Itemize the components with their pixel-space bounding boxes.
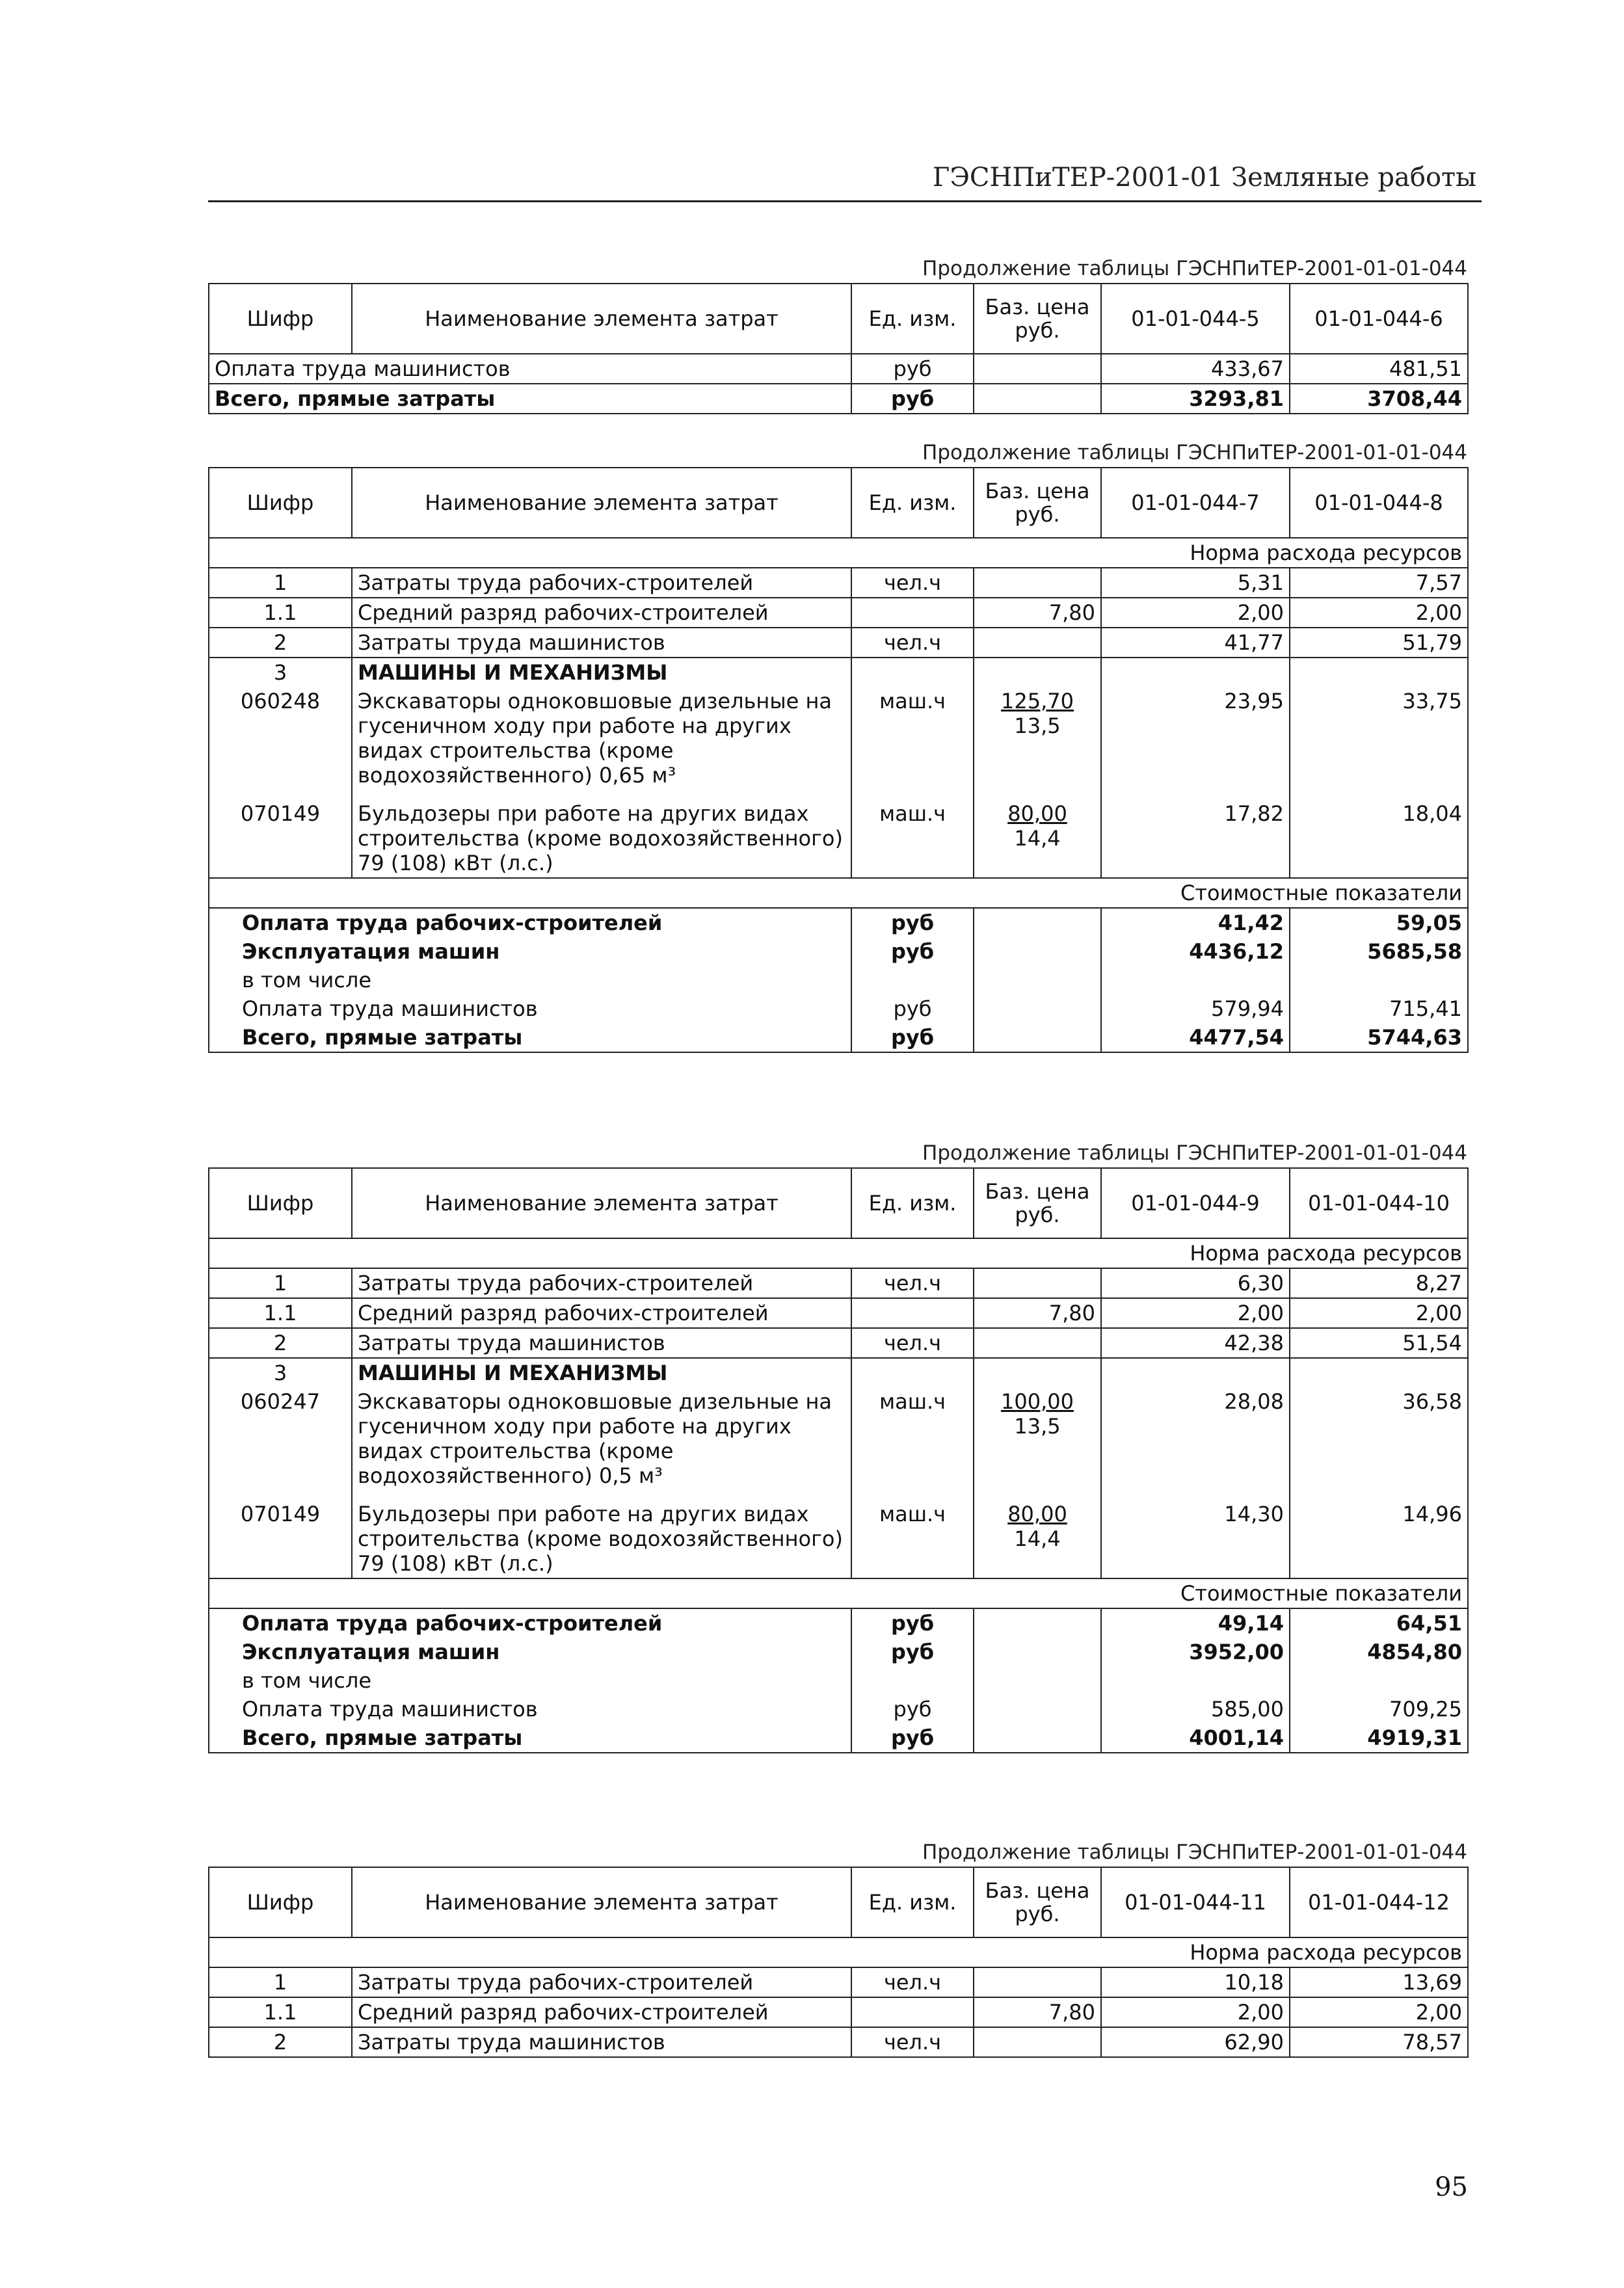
row-code: 1 [209, 568, 352, 598]
header-title: ГЭСНПиТЕР-2001-01 Земляные работы [932, 163, 1476, 193]
row-code: 1 [209, 1268, 352, 1298]
col-header-price: Баз. цена руб. [974, 468, 1101, 538]
col-header-name: Наименование элемента затрат [352, 284, 851, 354]
row-name: Затраты труда машинистов [352, 628, 851, 658]
col-header-unit: Ед. изм. [851, 1168, 974, 1238]
row-unit [851, 1997, 974, 2027]
row-name: в том числе [209, 1666, 851, 1695]
row-unit: руб [851, 1023, 974, 1052]
row-value-a: 10,18 [1101, 1967, 1290, 1997]
table-row [209, 568, 1468, 598]
table-row [209, 790, 1468, 878]
row-value-a: 2,00 [1101, 1997, 1290, 2027]
col-header-price: Баз. цена руб. [974, 284, 1101, 354]
row-value-a: 62,90 [1101, 2027, 1290, 2057]
row-name: Эксплуатация машин [209, 937, 851, 966]
col-header-variant-b: 01-01-044-12 [1290, 1867, 1468, 1937]
row-code: 2 [209, 628, 352, 658]
row-value-a: 433,67 [1101, 354, 1290, 384]
row-code: 060248 [209, 687, 352, 790]
col-header-price: Баз. цена руб. [974, 1168, 1101, 1238]
row-unit: руб [851, 1723, 974, 1753]
row-unit: маш.ч [851, 790, 974, 878]
row-name: Бульдозеры при работе на других видах строительства (кроме водохозяйственного) 79 (108) кВт (л.с.) [352, 790, 851, 878]
table-row [209, 966, 1468, 994]
row-unit: маш.ч [851, 1490, 974, 1578]
row-value-b: 7,57 [1290, 568, 1468, 598]
section-norm: Норма расхода ресурсов [209, 1238, 1468, 1268]
row-name: Бульдозеры при работе на других видах строительства (кроме водохозяйственного) 79 (108) кВт (л.с.) [352, 1490, 851, 1578]
row-name: Оплата труда машинистов [209, 354, 851, 384]
row-price: 125,70 [1001, 689, 1074, 713]
row-name: Всего, прямые затраты [209, 1023, 851, 1052]
row-value-b: 64,51 [1290, 1608, 1468, 1638]
col-header-variant-b: 01-01-044-10 [1290, 1168, 1468, 1238]
row-price [974, 568, 1101, 598]
row-value-a: 4477,54 [1101, 1023, 1290, 1052]
row-code: 2 [209, 1328, 352, 1358]
col-header-variant-b: 01-01-044-6 [1290, 284, 1468, 354]
row-value-a: 3952,00 [1101, 1638, 1290, 1666]
row-name: Затраты труда машинистов [352, 1328, 851, 1358]
table-row [209, 1695, 1468, 1723]
table-row [209, 1666, 1468, 1695]
row-value-a: 4001,14 [1101, 1723, 1290, 1753]
table-row [209, 994, 1468, 1023]
row-name: Средний разряд рабочих-строителей [352, 1997, 851, 2027]
col-header-name: Наименование элемента затрат [352, 1867, 851, 1937]
row-value-a: 41,77 [1101, 628, 1290, 658]
row-price: 7,80 [974, 1298, 1101, 1328]
table-row [209, 1638, 1468, 1666]
table-caption: Продолжение таблицы ГЭСНПиТЕР-2001-01-01-044 [922, 441, 1467, 464]
cost-table-3 [208, 1167, 1469, 1753]
row-price [974, 2027, 1101, 2057]
row-code: 070149 [209, 1490, 352, 1578]
row-value-a: 6,30 [1101, 1268, 1290, 1298]
col-header-variant-a: 01-01-044-9 [1101, 1168, 1290, 1238]
table-row [209, 1608, 1468, 1638]
row-value-a: 23,95 [1101, 687, 1290, 790]
row-name: Затраты труда рабочих-строителей [352, 1967, 851, 1997]
row-name: МАШИНЫ И МЕХАНИЗМЫ [352, 658, 851, 687]
row-unit: руб [851, 937, 974, 966]
row-price-sub: 13,5 [1014, 713, 1061, 738]
row-value-b: 3708,44 [1290, 384, 1468, 414]
row-unit [851, 1298, 974, 1328]
col-header-variant-a: 01-01-044-11 [1101, 1867, 1290, 1937]
col-header-code: Шифр [209, 1867, 352, 1937]
row-unit: маш.ч [851, 687, 974, 790]
row-value-a: 49,14 [1101, 1608, 1290, 1638]
row-value-b: 2,00 [1290, 598, 1468, 628]
row-code: 060247 [209, 1387, 352, 1490]
row-code: 2 [209, 2027, 352, 2057]
row-value-b: 59,05 [1290, 908, 1468, 937]
row-name: Средний разряд рабочих-строителей [352, 1298, 851, 1328]
row-name: Экскаваторы одноковшовые дизельные на гусеничном ходу при работе на других видах строительства (кроме водохозяйственного) 0,5 м³ [352, 1387, 851, 1490]
col-header-name: Наименование элемента затрат [352, 1168, 851, 1238]
row-unit: руб [851, 1695, 974, 1723]
table-row [209, 687, 1468, 790]
table-row [209, 1268, 1468, 1298]
col-header-price: Баз. цена руб. [974, 1867, 1101, 1937]
row-price-sub: 13,5 [1014, 1414, 1061, 1439]
row-value-a: 42,38 [1101, 1328, 1290, 1358]
row-code: 3 [209, 658, 352, 687]
table-row [209, 598, 1468, 628]
row-code: 1 [209, 1967, 352, 1997]
row-price: 80,00 [1007, 801, 1067, 826]
row-value-b: 5685,58 [1290, 937, 1468, 966]
row-value-a: 585,00 [1101, 1695, 1290, 1723]
row-value-b: 33,75 [1290, 687, 1468, 790]
row-name: Всего, прямые затраты [209, 1723, 851, 1753]
row-name: Оплата труда рабочих-строителей [209, 908, 851, 937]
row-value-a: 41,42 [1101, 908, 1290, 937]
table-row [209, 1723, 1468, 1753]
section-norm: Норма расхода ресурсов [209, 1937, 1468, 1967]
row-name: Оплата труда машинистов [209, 1695, 851, 1723]
row-value-b: 51,54 [1290, 1328, 1468, 1358]
row-code: 1.1 [209, 1997, 352, 2027]
table-caption: Продолжение таблицы ГЭСНПиТЕР-2001-01-01-044 [922, 1841, 1467, 1864]
table-row [209, 1023, 1468, 1052]
row-unit [851, 598, 974, 628]
row-price [974, 1967, 1101, 1997]
row-value-b: 4919,31 [1290, 1723, 1468, 1753]
row-price: 7,80 [974, 1997, 1101, 2027]
row-name: Затраты труда машинистов [352, 2027, 851, 2057]
col-header-name: Наименование элемента затрат [352, 468, 851, 538]
row-unit: руб [851, 1638, 974, 1666]
row-unit: руб [851, 354, 974, 384]
row-value-a: 3293,81 [1101, 384, 1290, 414]
row-value-a: 2,00 [1101, 598, 1290, 628]
row-value-b: 2,00 [1290, 1298, 1468, 1328]
row-value-b: 8,27 [1290, 1268, 1468, 1298]
table-row [209, 658, 1468, 687]
table-row [209, 1328, 1468, 1358]
row-value-a: 5,31 [1101, 568, 1290, 598]
table-row [209, 937, 1468, 966]
row-name: Оплата труда рабочих-строителей [209, 1608, 851, 1638]
table-caption: Продолжение таблицы ГЭСНПиТЕР-2001-01-01-044 [922, 1141, 1467, 1165]
row-unit: руб [851, 994, 974, 1023]
cost-table-4 [208, 1867, 1469, 2058]
row-price-sub: 14,4 [1014, 826, 1061, 851]
row-value-b: 18,04 [1290, 790, 1468, 878]
col-header-variant-a: 01-01-044-7 [1101, 468, 1290, 538]
row-value-b: 5744,63 [1290, 1023, 1468, 1052]
col-header-variant-a: 01-01-044-5 [1101, 284, 1290, 354]
row-value-a: 14,30 [1101, 1490, 1290, 1578]
table-row [209, 908, 1468, 937]
row-value-a: 4436,12 [1101, 937, 1290, 966]
row-value-b: 13,69 [1290, 1967, 1468, 1997]
col-header-code: Шифр [209, 1168, 352, 1238]
row-price [974, 628, 1101, 658]
section-norm: Норма расхода ресурсов [209, 538, 1468, 568]
table-row [209, 1997, 1468, 2027]
table-row [209, 384, 1468, 414]
row-code: 3 [209, 1358, 352, 1387]
row-value-b: 14,96 [1290, 1490, 1468, 1578]
row-value-a: 28,08 [1101, 1387, 1290, 1490]
row-value-b: 709,25 [1290, 1695, 1468, 1723]
row-code: 1.1 [209, 598, 352, 628]
page-header [208, 161, 1482, 202]
section-cost: Стоимостные показатели [209, 1578, 1468, 1608]
row-name: Эксплуатация машин [209, 1638, 851, 1666]
row-name: в том числе [209, 966, 851, 994]
table-row [209, 1298, 1468, 1328]
row-unit: руб [851, 384, 974, 414]
row-price: 80,00 [1007, 1502, 1067, 1526]
row-value-b: 481,51 [1290, 354, 1468, 384]
table-row [209, 1358, 1468, 1387]
row-price: 100,00 [1001, 1389, 1074, 1414]
row-name: Затраты труда рабочих-строителей [352, 568, 851, 598]
col-header-unit: Ед. изм. [851, 468, 974, 538]
row-name: Экскаваторы одноковшовые дизельные на гусеничном ходу при работе на других видах строительства (кроме водохозяйственного) 0,65 м³ [352, 687, 851, 790]
row-unit: чел.ч [851, 2027, 974, 2057]
row-value-b: 36,58 [1290, 1387, 1468, 1490]
col-header-code: Шифр [209, 468, 352, 538]
cost-table-1 [208, 283, 1469, 414]
row-code: 1.1 [209, 1298, 352, 1328]
row-unit: маш.ч [851, 1387, 974, 1490]
row-price-sub: 14,4 [1014, 1526, 1061, 1551]
row-unit: чел.ч [851, 628, 974, 658]
row-value-a: 579,94 [1101, 994, 1290, 1023]
col-header-unit: Ед. изм. [851, 284, 974, 354]
row-price: 7,80 [974, 598, 1101, 628]
row-value-b: 4854,80 [1290, 1638, 1468, 1666]
row-unit: чел.ч [851, 1967, 974, 1997]
section-cost: Стоимостные показатели [209, 878, 1468, 908]
table-row [209, 2027, 1468, 2057]
row-price [974, 1328, 1101, 1358]
col-header-code: Шифр [209, 284, 352, 354]
row-unit: чел.ч [851, 1328, 974, 1358]
table-row [209, 1387, 1468, 1490]
col-header-variant-b: 01-01-044-8 [1290, 468, 1468, 538]
row-value-b: 78,57 [1290, 2027, 1468, 2057]
row-name: МАШИНЫ И МЕХАНИЗМЫ [352, 1358, 851, 1387]
row-unit: руб [851, 1608, 974, 1638]
table-row [209, 1967, 1468, 1997]
row-unit: чел.ч [851, 568, 974, 598]
row-name: Всего, прямые затраты [209, 384, 851, 414]
row-name: Оплата труда машинистов [209, 994, 851, 1023]
row-name: Средний разряд рабочих-строителей [352, 598, 851, 628]
table-caption: Продолжение таблицы ГЭСНПиТЕР-2001-01-01-044 [922, 257, 1467, 280]
table-row [209, 354, 1468, 384]
row-value-b: 715,41 [1290, 994, 1468, 1023]
row-value-a: 17,82 [1101, 790, 1290, 878]
row-unit: чел.ч [851, 1268, 974, 1298]
row-value-b: 51,79 [1290, 628, 1468, 658]
table-row [209, 628, 1468, 658]
cost-table-2 [208, 467, 1469, 1053]
row-value-b: 2,00 [1290, 1997, 1468, 2027]
col-header-unit: Ед. изм. [851, 1867, 974, 1937]
page-number: 95 [1435, 2172, 1468, 2202]
row-name: Затраты труда рабочих-строителей [352, 1268, 851, 1298]
table-row [209, 1490, 1468, 1578]
row-price [974, 1268, 1101, 1298]
row-unit: руб [851, 908, 974, 937]
row-code: 070149 [209, 790, 352, 878]
row-value-a: 2,00 [1101, 1298, 1290, 1328]
